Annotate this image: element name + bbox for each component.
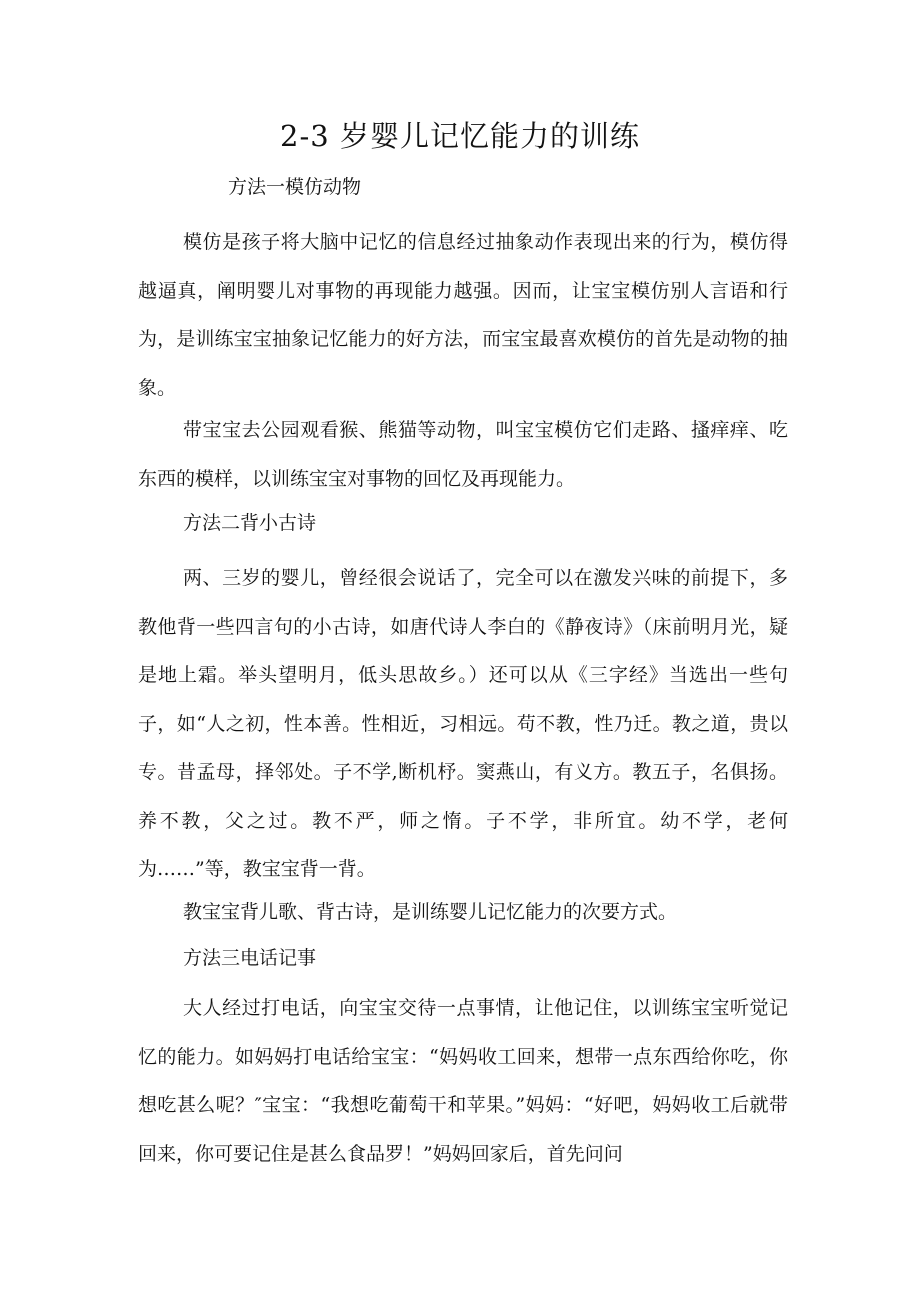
document-title: 2-3 岁婴儿记忆能力的训练 <box>280 119 640 153</box>
paragraph-5: 大人经过打电话，向宝宝交待一点事情，让他记住，以训练宝宝听觉记忆的能力。如妈妈打电话给宝宝：“妈妈收工回来，想带一点东西给你吃，你想吃甚么呢？″宝宝：“我想吃葡萄干和苹果。”妈妈：“好吧，妈妈收工后就带回来，你可要记住是甚么食品罗！”妈妈回家后，首先问问 <box>138 997 788 1165</box>
paragraph-2: 带宝宝去公园观看猴、熊猫等动物，叫宝宝模仿它们走路、搔痒痒、吃东西的模样，以训练宝宝对事物的回忆及再现能力。 <box>138 419 788 490</box>
section-heading-2: 方法二背小古诗 <box>183 512 317 534</box>
paragraph-4: 教宝宝背儿歌、背古诗，是训练婴儿记忆能力的次要方式。 <box>183 901 678 923</box>
section-heading-3: 方法三电话记事 <box>183 947 317 969</box>
paragraph-1: 模仿是孩子将大脑中记忆的信息经过抽象动作表现出来的行为，模仿得越逼真，阐明婴儿对事物的再现能力越强。因而，让宝宝模仿别人言语和行为，是训练宝宝抽象记忆能力的好方法，而宝宝最喜欢模仿的首先是动物的抽象。 <box>138 231 788 399</box>
section-heading-1: 方法一模仿动物 <box>228 176 362 198</box>
paragraph-3: 两、三岁的婴儿，曾经很会说话了，完全可以在激发兴味的前提下，多教他背一些四言句的小古诗，如唐代诗人李白的《静夜诗》（床前明月光，疑是地上霜。举头望明月，低头思故乡。）还可以从《三字经》当选出一些句子，如“人之初，性本善。性相近，习相远。苟不教，性乃迁。教之道，贵以专。昔孟母，择邻处。子不学,断机杼。窦燕山，有义方。教五子，名俱扬。养不教，父之过。教不严，师之惰。子不学，非所宜。幼不学，老何为……”等，教宝宝背一背。 <box>138 567 788 880</box>
